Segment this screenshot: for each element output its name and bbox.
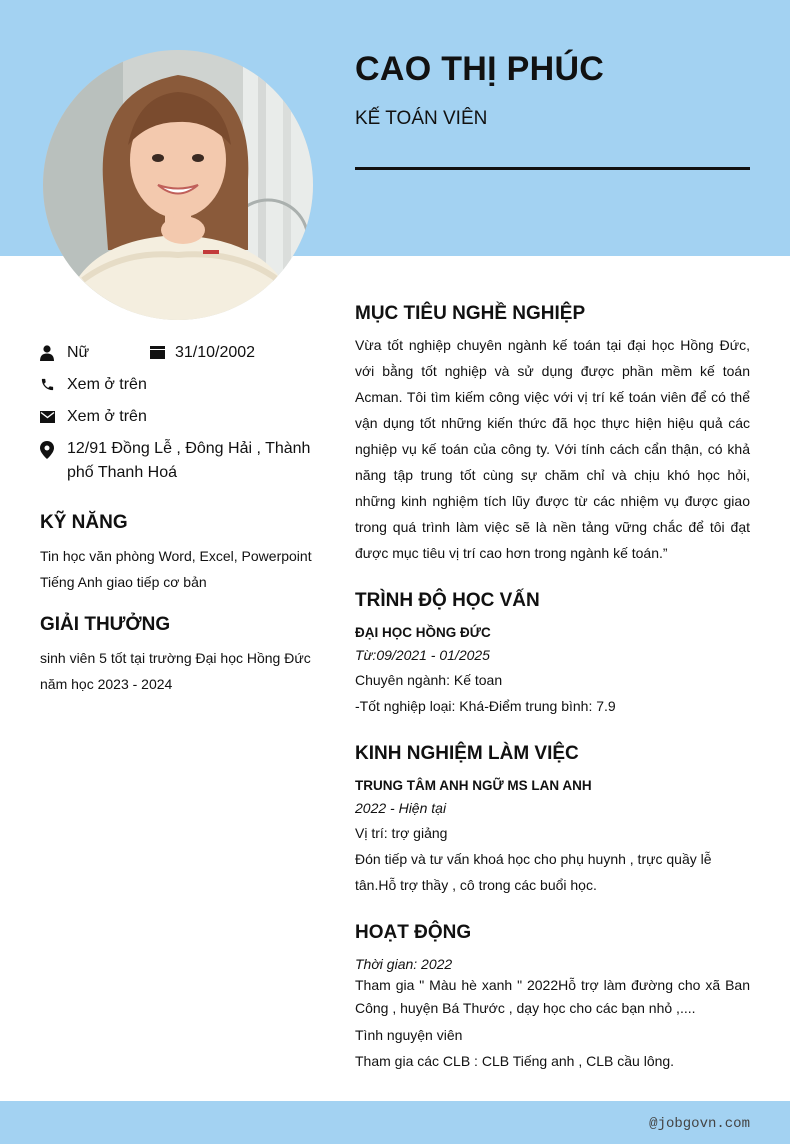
activity-line: Tình nguyện viên xyxy=(355,1027,463,1043)
email-value: Xem ở trên xyxy=(67,408,147,425)
watermark: @jobgovn.com xyxy=(649,1116,750,1132)
location-pin-icon xyxy=(40,441,56,457)
activities-heading: HOẠT ĐỘNG xyxy=(355,922,472,943)
activities-time: Thời gian: 2022 xyxy=(355,956,453,972)
profile-photo xyxy=(43,50,313,320)
activity-line: Tham gia các CLB : CLB Tiếng anh , CLB cầu lông. xyxy=(355,1053,675,1069)
header-divider xyxy=(355,167,750,170)
awards-text: sinh viên 5 tốt tại trường Đại học Hồng Đức năm học 2023 - 2024 xyxy=(40,650,311,692)
education-grade: -Tốt nghiệp loại: Khá-Điểm trung bình: 7.9 xyxy=(355,698,616,714)
education-heading: TRÌNH ĐỘ HỌC VẤN xyxy=(355,590,540,611)
experience-description: Đón tiếp và tư vấn khoá học cho phụ huynh , trực quầy lễ tân.Hỗ trợ thầy , cô trong các buổi học. xyxy=(355,851,712,893)
job-title: KẾ TOÁN VIÊN xyxy=(355,108,488,129)
gender-value: Nữ xyxy=(67,344,90,361)
awards-heading: GIẢI THƯỞNG xyxy=(40,614,171,635)
skill-item: Tiếng Anh giao tiếp cơ bản xyxy=(40,574,207,590)
skills-heading: KỸ NĂNG xyxy=(40,512,128,533)
education-period: Từ:09/2021 - 01/2025 xyxy=(355,647,490,663)
activity-line: Tham gia " Màu hè xanh " 2022Hỗ trợ làm đường cho xã Ban Công , huyện Bá Thước , dạy học cho các bạn nhỏ ,.... xyxy=(355,977,750,1016)
experience-heading: KINH NGHIỆM LÀM VIỆC xyxy=(355,743,579,764)
objective-text: Vừa tốt nghiệp chuyên ngành kế toán tại đại học Hồng Đức, với bằng tốt nghiệp và sử dụng được phần mềm kế toán Acman. Tôi tìm kiếm công việc với vị trí kế toán viên để có thể vận dụng tốt những kiến thức đã học thực hiện hiệu quả các nghiệp vụ kế toán của công ty. Với tính cách cẩn thận, có khả năng tập trung tốt cùng sự chăm chỉ và chịu khó học hỏi, những kinh nghiệm tích lũy được từ các nhiệm vụ được giao trong quá trình làm việc sẽ là nền tảng vững chắc để tôi đạt được mục tiêu vị trí cao hơn trong ngành kế toán.” xyxy=(355,337,750,561)
profile-photo-illustration xyxy=(43,50,313,320)
education-major: Chuyên ngành: Kế toan xyxy=(355,672,503,688)
experience-position: Vị trí: trợ giảng xyxy=(355,825,448,841)
school-name: ĐẠI HỌC HỒNG ĐỨC xyxy=(355,625,491,640)
address-value: 12/91 Đồng Lễ , Đông Hải , Thành phố Thanh Hoá xyxy=(67,440,311,481)
experience-period: 2022 - Hiện tại xyxy=(355,800,447,816)
person-icon xyxy=(40,345,56,361)
objective-heading: MỤC TIÊU NGHỀ NGHIỆP xyxy=(355,303,586,324)
skill-item: Tin học văn phòng Word, Excel, Powerpoint xyxy=(40,548,312,564)
company-name: TRUNG TÂM ANH NGỮ MS LAN ANH xyxy=(355,778,592,793)
phone-icon xyxy=(40,377,56,393)
calendar-icon xyxy=(150,346,166,362)
birthday-value: 31/10/2002 xyxy=(175,344,256,361)
mail-icon xyxy=(40,411,56,427)
candidate-name: CAO THỊ PHÚC xyxy=(355,50,605,88)
phone-value: Xem ở trên xyxy=(67,376,147,393)
